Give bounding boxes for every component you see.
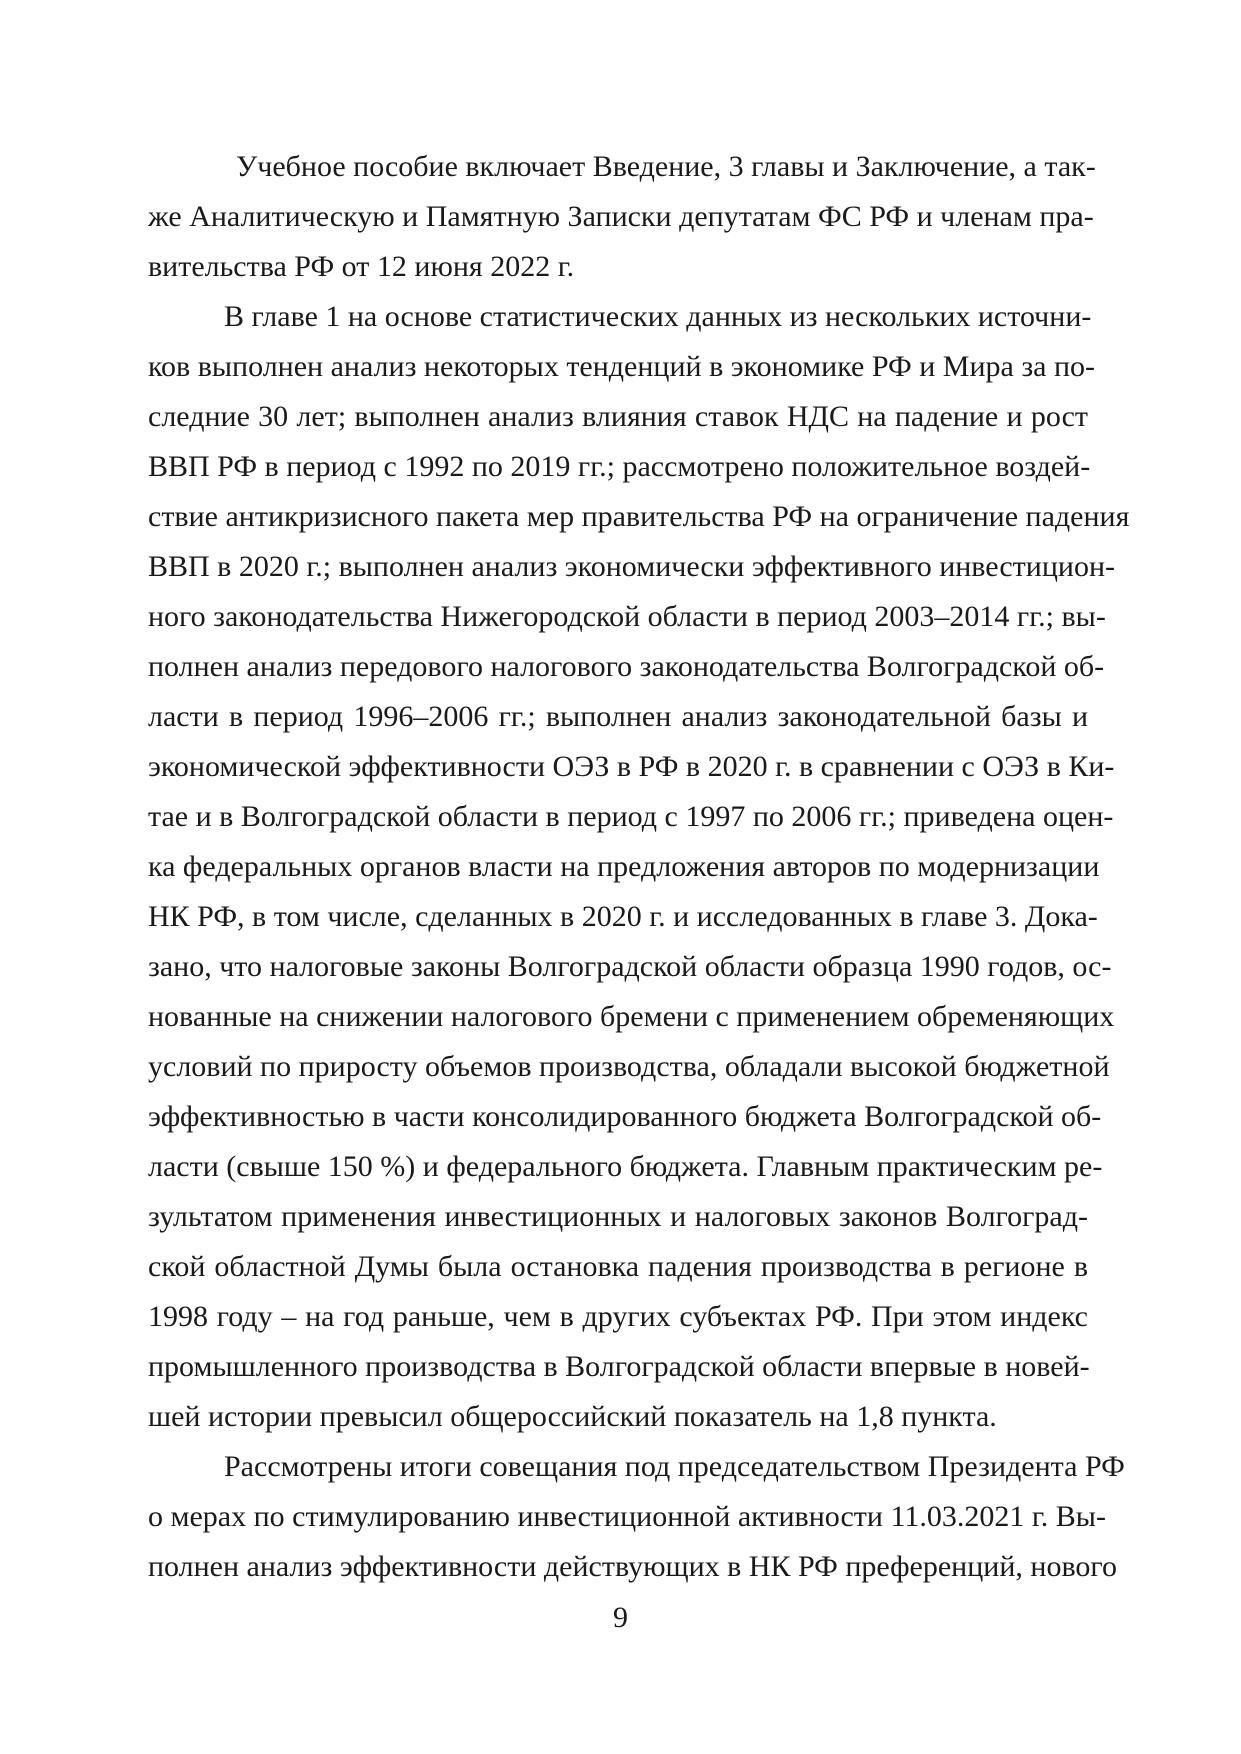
text-line: шей истории превысил общероссийский показатель на 1,8 пункта.: [148, 1400, 997, 1433]
text-line: полнен анализ передового налогового законодательства Волгоградской об-: [148, 650, 1105, 683]
body-text: [148, 142, 1130, 1592]
text-line: ВВП РФ в период с 1992 по 2019 гг.; рассмотрено положительное воздей-: [148, 450, 1091, 483]
text-line: НК РФ, в том числе, сделанных в 2020 г. и исследованных в главе 3. Дока-: [148, 900, 1098, 933]
text-line: условий по приросту объемов производства, обладали высокой бюджетной: [148, 1050, 1110, 1083]
text-line: ласти в период 1996–2006 гг.; выполнен анализ законодательной базы и: [148, 700, 1088, 733]
text-line: ного законодательства Нижегородской области в период 2003–2014 гг.; вы-: [148, 600, 1106, 633]
text-line: же Аналитическую и Памятную Записки депутатам ФС РФ и членам пра-: [148, 200, 1094, 233]
text-line: тае и в Волгоградской области в период с 1997 по 2006 гг.; приведена оцен-: [148, 800, 1114, 833]
text-line: 1998 году – на год раньше, чем в других субъектах РФ. При этом индекс: [148, 1300, 1088, 1333]
text-line: ков выполнен анализ некоторых тенденций в экономике РФ и Мира за по-: [148, 350, 1096, 383]
text-line: промышленного производства в Волгоградской области впервые в новей-: [148, 1350, 1090, 1383]
text-line: следние 30 лет; выполнен анализ влияния ставок НДС на падение и рост: [148, 400, 1088, 433]
text-line: Учебное пособие включает Введение, 3 главы и Заключение, а так-: [236, 150, 1096, 183]
text-line: зультатом применения инвестиционных и налоговых законов Волгоград-: [148, 1200, 1088, 1233]
text-line: ВВП в 2020 г.; выполнен анализ экономически эффективного инвестицион-: [148, 550, 1115, 583]
text-line: ской областной Думы была остановка падения производства в регионе в: [148, 1250, 1088, 1283]
text-line: эффективностью в части консолидированного бюджета Волгоградской об-: [148, 1100, 1102, 1133]
text-line: о мерах по стимулированию инвестиционной активности 11.03.2021 г. Вы-: [148, 1500, 1106, 1533]
text-line: зано, что налоговые законы Волгоградской области образца 1990 годов, ос-: [148, 950, 1112, 983]
text-line: полнен анализ эффективности действующих в НК РФ преференций, нового: [148, 1550, 1117, 1583]
text-line: В главе 1 на основе статистических данных из нескольких источни-: [224, 300, 1092, 333]
text-line: Рассмотрены итоги совещания под председательством Президента РФ: [224, 1450, 1125, 1483]
text-line: вительства РФ от 12 июня 2022 г.: [148, 250, 575, 283]
text-line: нованные на снижении налогового бремени с применением обременяющих: [148, 1000, 1115, 1033]
text-line: ствие антикризисного пакета мер правительства РФ на ограничение падения: [148, 500, 1130, 533]
text-line: экономической эффективности ОЭЗ в РФ в 2020 г. в сравнении с ОЭЗ в Ки-: [148, 750, 1115, 783]
text-line: ка федеральных органов власти на предложения авторов по модернизации: [148, 850, 1100, 883]
page-number: 9: [613, 1601, 628, 1634]
text-line: ласти (свыше 150 %) и федерального бюджета. Главным практическим ре-: [148, 1150, 1103, 1183]
